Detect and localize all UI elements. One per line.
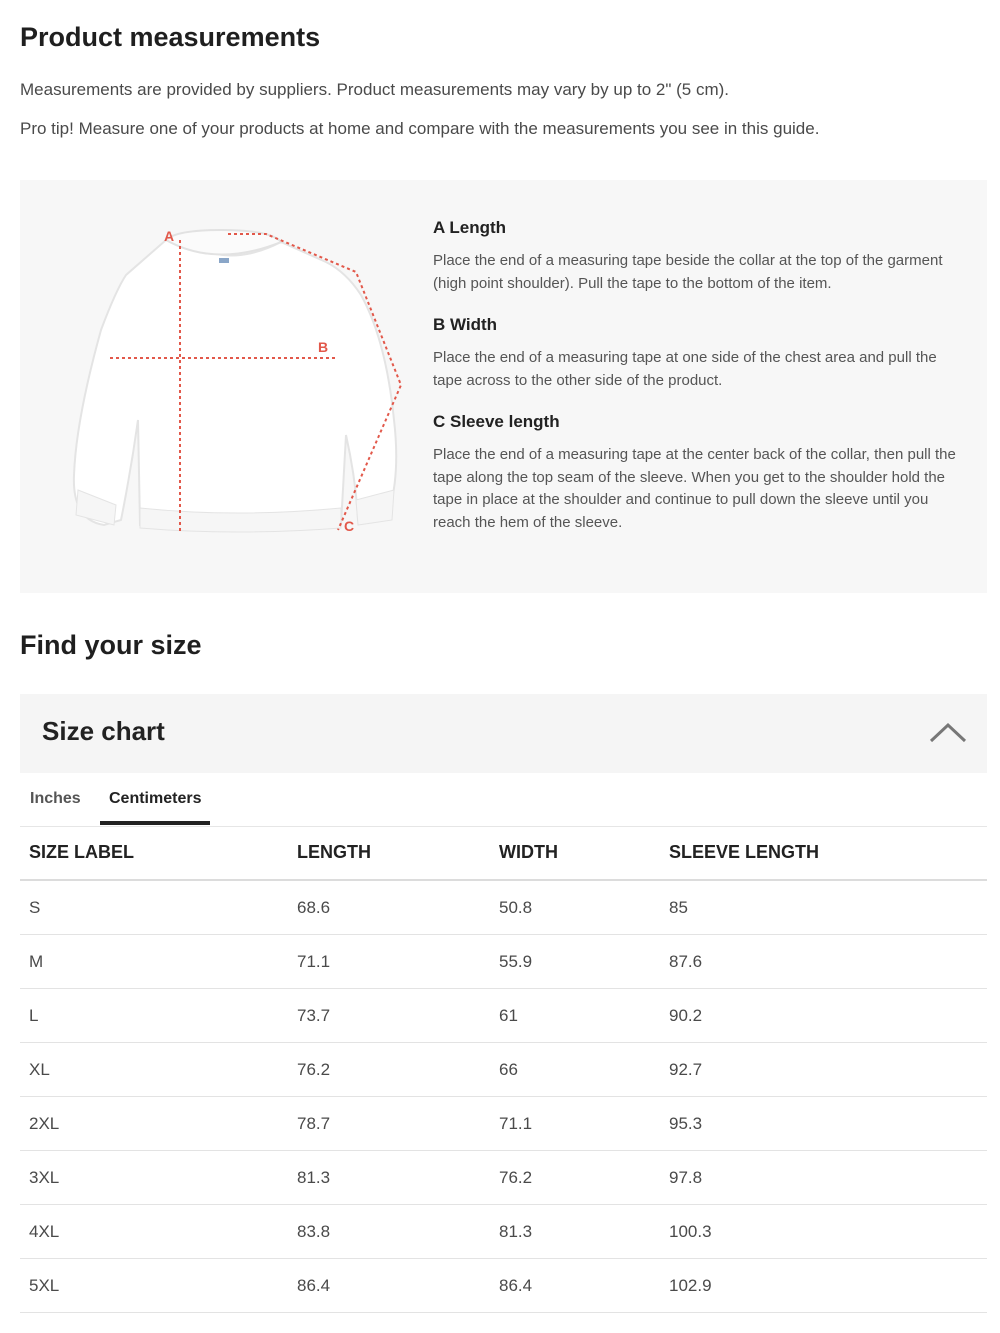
cell-sleeve-length: 102.9 xyxy=(660,1259,987,1313)
diagram-label-a: A xyxy=(164,228,175,244)
size-chart-title: Size chart xyxy=(42,716,165,746)
measurement-guide-panel xyxy=(20,180,987,593)
cell-width: 86.4 xyxy=(490,1259,660,1313)
page-title: Product measurements xyxy=(20,22,321,52)
table-row xyxy=(20,1151,987,1205)
diagram-label-b: B xyxy=(318,339,329,355)
measurement-descriptions xyxy=(433,218,963,554)
unit-tabs xyxy=(20,778,987,827)
column-header-width: WIDTH xyxy=(490,826,660,880)
cell-sleeve-length: 87.6 xyxy=(660,935,987,989)
cell-width: 61 xyxy=(490,989,660,1043)
cell-sleeve-length: 85 xyxy=(660,880,987,935)
table-header-row xyxy=(20,826,987,880)
cell-size: M xyxy=(20,935,288,989)
cell-length: 83.8 xyxy=(288,1205,490,1259)
cell-size: L xyxy=(20,989,288,1043)
cell-length: 81.3 xyxy=(288,1151,490,1205)
cell-sleeve-length: 92.7 xyxy=(660,1043,987,1097)
table-row xyxy=(20,1205,987,1259)
guide-sleeve-title: C Sleeve length xyxy=(433,412,560,431)
guide-length-title: A Length xyxy=(433,218,507,237)
cell-length: 76.2 xyxy=(288,1043,490,1097)
cell-size: 2XL xyxy=(20,1097,288,1151)
tab-centimeters[interactable]: Centimeters xyxy=(100,778,210,825)
cell-width: 50.8 xyxy=(490,880,660,935)
chevron-up-icon[interactable] xyxy=(929,721,967,743)
cell-size: 4XL xyxy=(20,1205,288,1259)
cell-length: 68.6 xyxy=(288,880,490,935)
cell-width: 76.2 xyxy=(490,1151,660,1205)
cell-sleeve-length: 97.8 xyxy=(660,1151,987,1205)
cell-length: 71.1 xyxy=(288,935,490,989)
cell-width: 71.1 xyxy=(490,1097,660,1151)
table-row xyxy=(20,1097,987,1151)
cell-width: 66 xyxy=(490,1043,660,1097)
cell-size: S xyxy=(20,880,288,935)
table-row xyxy=(20,989,987,1043)
table-row xyxy=(20,935,987,989)
cell-size: XL xyxy=(20,1043,288,1097)
column-header-length: LENGTH xyxy=(288,826,490,880)
cell-sleeve-length: 95.3 xyxy=(660,1097,987,1151)
cell-length: 78.7 xyxy=(288,1097,490,1151)
column-header-sleeve-length: SLEEVE LENGTH xyxy=(660,826,987,880)
label-tag xyxy=(219,258,229,263)
column-header-size-label: SIZE LABEL xyxy=(20,826,288,880)
cell-size: 3XL xyxy=(20,1151,288,1205)
table-row xyxy=(20,880,987,935)
sweater-body xyxy=(74,240,396,530)
cell-size: 5XL xyxy=(20,1259,288,1313)
diagram-label-c: C xyxy=(344,518,355,534)
cell-width: 55.9 xyxy=(490,935,660,989)
size-chart-accordion-header[interactable] xyxy=(20,694,987,773)
cell-sleeve-length: 90.2 xyxy=(660,989,987,1043)
cell-length: 73.7 xyxy=(288,989,490,1043)
guide-width-text: Place the end of a measuring tape at one side of the chest area and pull the tape across to the other side of the product. xyxy=(433,349,937,389)
measurements-disclaimer: Measurements are provided by suppliers. Product measurements may vary by up to 2" (5 cm). xyxy=(20,80,729,99)
table-row xyxy=(20,1259,987,1313)
cell-width: 81.3 xyxy=(490,1205,660,1259)
table-row xyxy=(20,1043,987,1097)
guide-length-text: Place the end of a measuring tape beside the collar at the top of the garment (high point shoulder). Pull the tape to the bottom of the item. xyxy=(433,252,943,292)
sweater-measurement-diagram xyxy=(56,220,416,540)
guide-width-title: B Width xyxy=(433,315,498,334)
cell-sleeve-length: 100.3 xyxy=(660,1205,987,1259)
tab-inches[interactable]: Inches xyxy=(30,790,81,807)
size-chart-table xyxy=(20,826,987,1313)
measurements-tip: Pro tip! Measure one of your products at home and compare with the measurements you see in this guide. xyxy=(20,119,820,138)
guide-sleeve-text: Place the end of a measuring tape at the center back of the collar, then pull the tape along the top seam of the sleeve. When you get to the shoulder hold the tape in place at the shoulder and continue to pull down the sleeve until you reach the hem of the sleeve. xyxy=(433,446,956,531)
cell-length: 86.4 xyxy=(288,1259,490,1313)
find-size-title: Find your size xyxy=(20,630,202,660)
